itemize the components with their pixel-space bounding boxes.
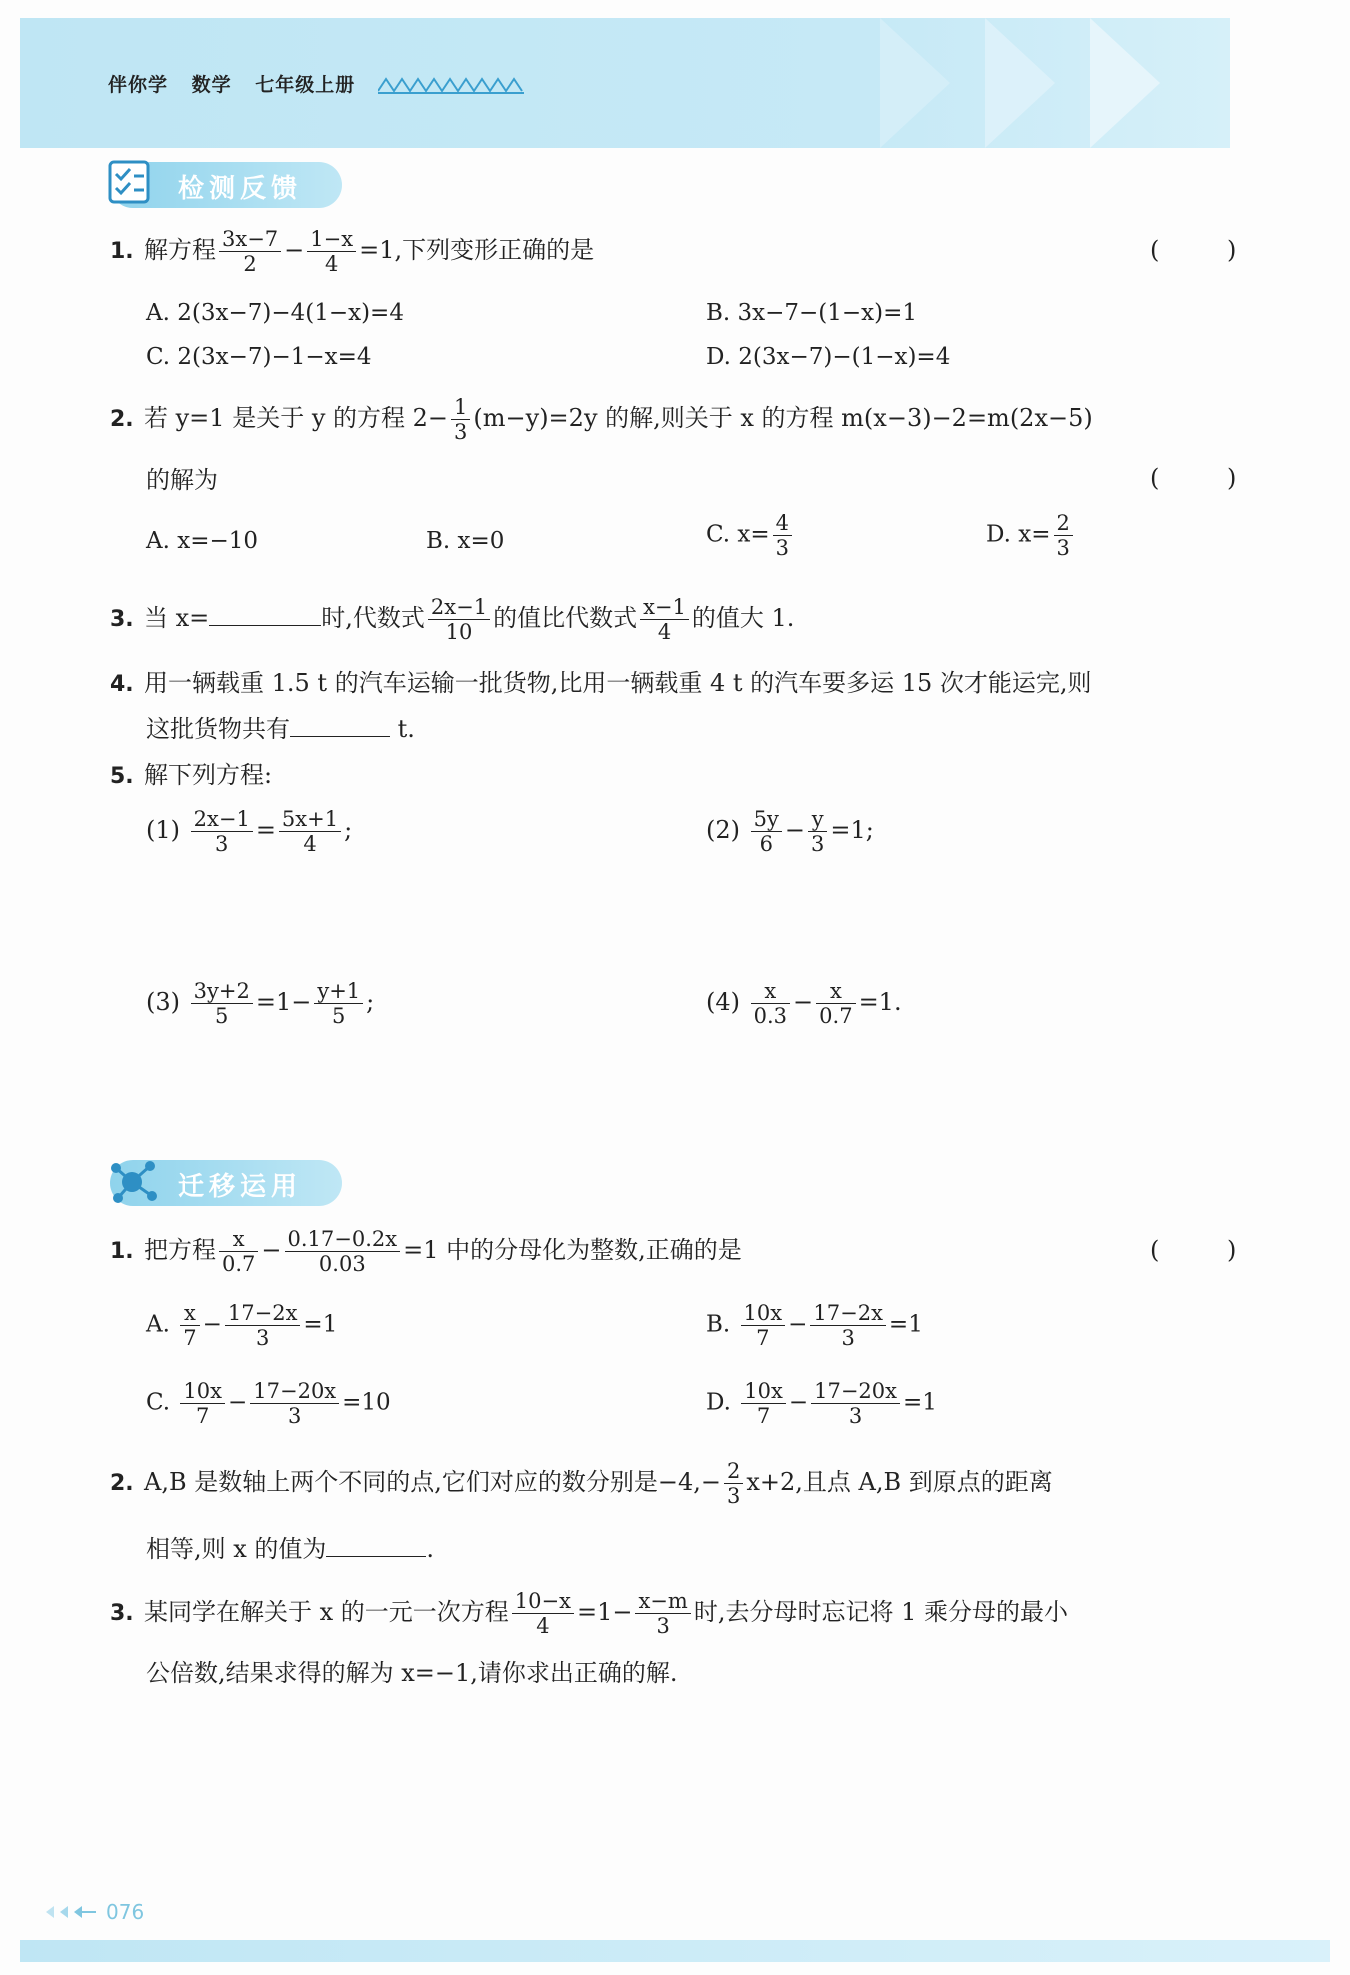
- fraction: $\frac{1}{3}$: [451, 396, 470, 443]
- answer-blank[interactable]: [290, 714, 390, 737]
- fraction: $\frac{x}{0.7}$: [816, 980, 855, 1027]
- subject-name: 数学: [191, 74, 232, 96]
- question-2: 2. 若 y=1 是关于 y 的方程 2− $\frac{1}{3}$ (m−y)=2y 的解,则关于 x 的方程 m(x−3)−2=m(2x−5): [110, 395, 1093, 445]
- option-b: B. $\frac{10x}{7}$ − $\frac{17-2x}{3}$ =1: [706, 1301, 923, 1351]
- fraction: $\frac{y+1}{5}$: [314, 980, 363, 1027]
- fraction: $\frac{x}{7}$: [180, 1302, 199, 1349]
- question-4: 4. 用一辆载重 1.5 t 的汽车运输一批货物,比用一辆载重 4 t 的汽车要多运 15 次才能运完,则: [110, 666, 1092, 702]
- option-c: C. x= $\frac{4}{3}$: [706, 512, 795, 559]
- fraction: $\frac{x}{0.7}$: [219, 1228, 258, 1275]
- equation-1: (1) $\frac{2x-1}{3}$ = $\frac{5x+1}{4}$ ;: [146, 807, 353, 857]
- chevron-decor-icon: [1090, 18, 1160, 148]
- equation-2: (2) $\frac{5y}{6}$ − $\frac{y}{3}$ =1;: [706, 807, 874, 857]
- fraction: $\frac{5x+1}{4}$: [279, 808, 341, 855]
- question-2-line2: 的解为: [146, 466, 218, 494]
- chevron-decor-icon: [880, 18, 950, 148]
- answer-paren: ( ): [1150, 236, 1267, 264]
- book-name: 伴你学: [108, 74, 169, 96]
- running-header: [108, 70, 371, 97]
- answer-blank[interactable]: [326, 1534, 426, 1557]
- zigzag-decor-icon: [378, 75, 526, 95]
- equation-3: (3) $\frac{3y+2}{5}$ =1− $\frac{y+1}{5}$ ;: [146, 979, 375, 1029]
- question-number: 2.: [110, 407, 134, 433]
- option-b: B. 3x−7−(1−x)=1: [706, 300, 918, 326]
- question-number: 3.: [110, 607, 134, 633]
- fraction: $\frac{2}{3}$: [1054, 512, 1073, 559]
- question-3: 3. 当 x= 时,代数式 $\frac{2x-1}{10}$ 的值比代数式 $\frac{x-1}{4}$ 的值大 1.: [110, 595, 795, 645]
- question-number: 1.: [110, 1239, 134, 1265]
- option-d: D. x= $\frac{2}{3}$: [986, 512, 1076, 559]
- fraction: $\frac{2}{3}$: [724, 1460, 743, 1507]
- arrow-decor-icon: [46, 1904, 98, 1920]
- question-3: 3. 某同学在解关于 x 的一元一次方程 $\frac{10-x}{4}$ =1− $\frac{x-m}{3}$ 时,去分母时忘记将 1 乘分母的最小: [110, 1589, 1068, 1639]
- molecule-icon: [106, 1154, 162, 1210]
- question-number: 2.: [110, 1471, 134, 1497]
- option-a: A. 2(3x−7)−4(1−x)=4: [146, 300, 404, 326]
- fraction: $\frac{x-1}{4}$: [640, 596, 689, 643]
- question-5: 5. 解下列方程:: [110, 758, 272, 794]
- question-number: 4.: [110, 672, 134, 697]
- fraction: $\frac{3y+2}{5}$: [191, 980, 253, 1027]
- fraction: $\frac{2x-1}{10}$: [428, 596, 490, 643]
- fraction: $\frac{y}{3}$: [808, 808, 827, 855]
- fraction: $\frac{10x}{7}$: [180, 1380, 225, 1427]
- option-d: D. 2(3x−7)−(1−x)=4: [706, 344, 951, 370]
- option-c: C. $\frac{10x}{7}$ − $\frac{17-20x}{3}$ =10: [146, 1379, 391, 1429]
- page-number: 076: [106, 1900, 145, 1924]
- question-number: 3.: [110, 1601, 134, 1627]
- question-2-line2: 相等,则 x 的值为 .: [146, 1535, 435, 1563]
- option-b: B. x=0: [426, 528, 505, 554]
- section-title: 迁移运用: [178, 1172, 303, 1202]
- checklist-icon: [106, 156, 158, 210]
- fraction: $\frac{1-x}{4}$: [307, 228, 356, 275]
- grade-name: 七年级上册: [255, 74, 356, 96]
- question-1: 1. 把方程 $\frac{x}{0.7}$ − $\frac{0.17-0.2x}{0.03}$ =1 中的分母化为整数,正确的是: [110, 1227, 742, 1277]
- question-1: 1. 解方程 $\frac{3x-7}{2}$ − $\frac{1-x}{4}$ =1,下列变形正确的是: [110, 227, 595, 277]
- fraction: $\frac{10x}{7}$: [741, 1380, 786, 1427]
- fraction: $\frac{5y}{6}$: [751, 808, 782, 855]
- answer-paren: ( ): [1150, 464, 1267, 492]
- fraction: $\frac{17-2x}{3}$: [225, 1302, 301, 1349]
- section-title: 检测反馈: [178, 174, 303, 204]
- fraction: $\frac{x-m}{3}$: [635, 1590, 690, 1637]
- footer-band: [20, 1940, 1330, 1962]
- fraction: $\frac{x}{0.3}$: [751, 980, 790, 1027]
- chevron-decor-icon: [985, 18, 1055, 148]
- fraction: $\frac{10-x}{4}$: [512, 1590, 574, 1637]
- fraction: $\frac{17-2x}{3}$: [810, 1302, 886, 1349]
- answer-paren: ( ): [1150, 1236, 1267, 1264]
- fraction: $\frac{0.17-0.2x}{0.03}$: [285, 1228, 401, 1275]
- option-c: C. 2(3x−7)−1−x=4: [146, 344, 372, 370]
- option-a: A. x=−10: [146, 528, 259, 554]
- fraction: $\frac{2x-1}{3}$: [191, 808, 253, 855]
- question-2: 2. A,B 是数轴上两个不同的点,它们对应的数分别是−4,− $\frac{2}{3}$ x+2,且点 A,B 到原点的距离: [110, 1459, 1053, 1509]
- question-number: 5.: [110, 764, 134, 789]
- question-number: 1.: [110, 239, 134, 265]
- answer-blank[interactable]: [209, 603, 321, 626]
- option-d: D. $\frac{10x}{7}$ − $\frac{17-20x}{3}$ =1: [706, 1379, 937, 1429]
- fraction: $\frac{17-20x}{3}$: [811, 1380, 900, 1427]
- fraction: $\frac{4}{3}$: [773, 512, 792, 559]
- question-3-line2: 公倍数,结果求得的解为 x=−1,请你求出正确的解.: [146, 1659, 678, 1687]
- fraction: $\frac{3x-7}{2}$: [219, 228, 281, 275]
- question-4-line2: 这批货物共有 t.: [146, 715, 415, 743]
- option-a: A. $\frac{x}{7}$ − $\frac{17-2x}{3}$ =1: [146, 1301, 338, 1351]
- equation-4: (4) $\frac{x}{0.3}$ − $\frac{x}{0.7}$ =1.: [706, 979, 902, 1029]
- fraction: $\frac{10x}{7}$: [741, 1302, 786, 1349]
- fraction: $\frac{17-20x}{3}$: [250, 1380, 339, 1427]
